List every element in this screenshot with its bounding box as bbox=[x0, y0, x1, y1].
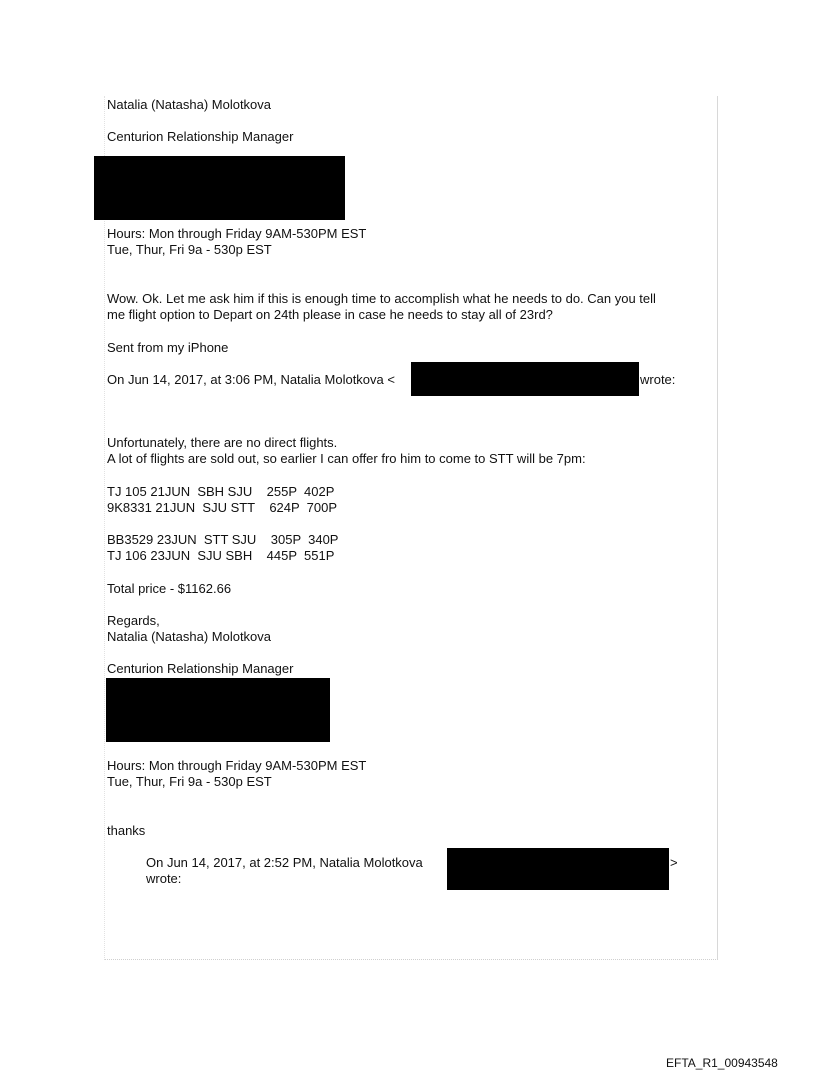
sig2-name: Natalia (Natasha) Molotkova bbox=[107, 629, 272, 644]
flight-row: 9K8331 21JUN SJU STT 624P 700P bbox=[107, 500, 338, 515]
message-line-2: A lot of flights are sold out, so earlier I can offer fro him to come to STT will be 7pm: bbox=[107, 451, 586, 466]
sig1-hours-detail: Tue, Thur, Fri 9a - 530p EST bbox=[107, 242, 272, 257]
total-price: Total price - $1162.66 bbox=[107, 581, 232, 596]
sig2-title: Centurion Relationship Manager bbox=[107, 661, 294, 676]
document-id-footer: EFTA_R1_00943548 bbox=[666, 1056, 778, 1070]
regards: Regards, bbox=[107, 613, 160, 628]
message-line-1: Unfortunately, there are no direct flights. bbox=[107, 435, 338, 450]
redaction-block bbox=[106, 678, 330, 742]
sig2-hours: Hours: Mon through Friday 9AM-530PM EST bbox=[107, 758, 367, 773]
quote2-header: On Jun 14, 2017, at 2:52 PM, Natalia Molotkova bbox=[146, 855, 423, 870]
redaction-block bbox=[94, 156, 345, 220]
redaction-email bbox=[411, 362, 639, 396]
quote2-wrote: wrote: bbox=[146, 871, 182, 886]
sent-from-iphone: Sent from my iPhone bbox=[107, 340, 229, 355]
thanks: thanks bbox=[107, 823, 146, 838]
flight-row: TJ 106 23JUN SJU SBH 445P 551P bbox=[107, 548, 335, 563]
sig1-hours: Hours: Mon through Friday 9AM-530PM EST bbox=[107, 226, 367, 241]
sig1-name: Natalia (Natasha) Molotkova bbox=[107, 97, 272, 112]
flight-row: TJ 105 21JUN SBH SJU 255P 402P bbox=[107, 484, 335, 499]
reply-line-2: me flight option to Depart on 24th please in case he needs to stay all of 23rd? bbox=[107, 307, 553, 322]
quote1-wrote: wrote: bbox=[640, 372, 676, 387]
reply-line-1: Wow. Ok. Let me ask him if this is enough time to accomplish what he needs to do. Can you tell bbox=[107, 291, 656, 306]
sig2-hours-detail: Tue, Thur, Fri 9a - 530p EST bbox=[107, 774, 272, 789]
sig1-title: Centurion Relationship Manager bbox=[107, 129, 294, 144]
redaction-email bbox=[447, 848, 669, 890]
quote1-header: On Jun 14, 2017, at 3:06 PM, Natalia Molotkova < bbox=[107, 372, 395, 387]
flight-row: BB3529 23JUN STT SJU 305P 340P bbox=[107, 532, 339, 547]
quote2-bracket: > bbox=[670, 855, 678, 870]
